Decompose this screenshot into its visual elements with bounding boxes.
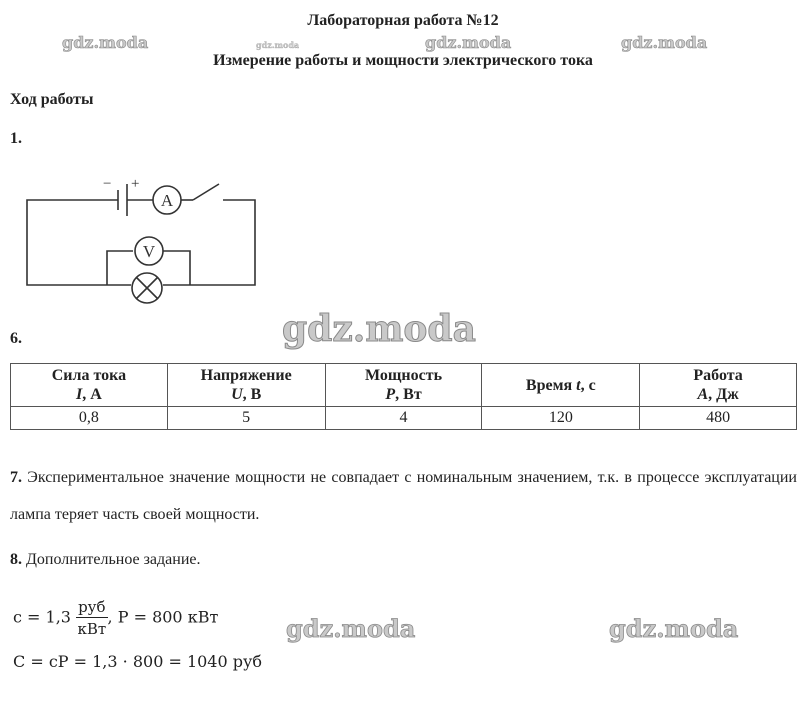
watermark: gdz.moda (609, 614, 739, 643)
step7-paragraph (10, 459, 797, 533)
data-table (10, 363, 797, 430)
step-number: 1. (10, 130, 22, 147)
wire (163, 251, 190, 285)
wire-left (27, 200, 118, 285)
table-header-row (11, 364, 797, 407)
step7-text: Экспериментальное значение мощности не совпадает с номинальным значением, т.к. в процессе эксплуатации лампа теряет часть своей мощности. (10, 469, 797, 523)
watermark: gdz.moda (425, 33, 512, 52)
step-number: 8. (10, 551, 22, 568)
step8-paragraph (10, 541, 201, 578)
table-header-cell: Время t, с (482, 364, 640, 407)
table-header-cell: Напряжение U, В (167, 364, 325, 407)
plus-sign: + (131, 176, 140, 192)
table-cell: 5 (167, 407, 325, 430)
formula-part: , P = 800 кВт (107, 607, 219, 627)
watermark: gdz.moda (256, 40, 300, 50)
voltmeter-label: V (142, 242, 156, 261)
table-cell: 0,8 (11, 407, 168, 430)
table-cell: 4 (325, 407, 482, 430)
step8-text: Дополнительное задание. (22, 551, 201, 568)
ammeter-label: A (160, 191, 174, 210)
watermark: gdz.moda (286, 614, 416, 643)
step-number: 7. (10, 469, 22, 486)
fraction-numerator: руб (78, 598, 106, 616)
table-row (11, 407, 797, 430)
lab-title: Лабораторная работа №12 (307, 12, 499, 29)
watermark: gdz.moda (282, 308, 476, 350)
table-header-cell: Работа A, Дж (640, 364, 797, 407)
unit-fraction (76, 598, 107, 638)
minus-sign: − (103, 176, 112, 192)
watermark: gdz.moda (621, 33, 708, 52)
lab-subtitle: Измерение работы и мощности электрического тока (213, 52, 593, 69)
formula-part: c = 1,3 (13, 607, 71, 627)
formula-line-1 (13, 598, 218, 638)
wire (107, 251, 133, 285)
step-number: 6. (10, 330, 22, 347)
watermark: gdz.moda (62, 33, 149, 52)
table-header-cell: Мощность P, Вт (325, 364, 482, 407)
fraction-denominator: кВт (77, 620, 107, 638)
wire-right (190, 200, 255, 285)
table-cell: 480 (640, 407, 797, 430)
switch-lever (193, 184, 219, 200)
table-cell: 120 (482, 407, 640, 430)
table-header-cell: Сила тока I, А (11, 364, 168, 407)
formula-line-2: C = cP = 1,3 · 800 = 1040 руб (13, 652, 263, 671)
circuit-diagram (0, 170, 270, 310)
section-heading: Ход работы (10, 91, 94, 108)
